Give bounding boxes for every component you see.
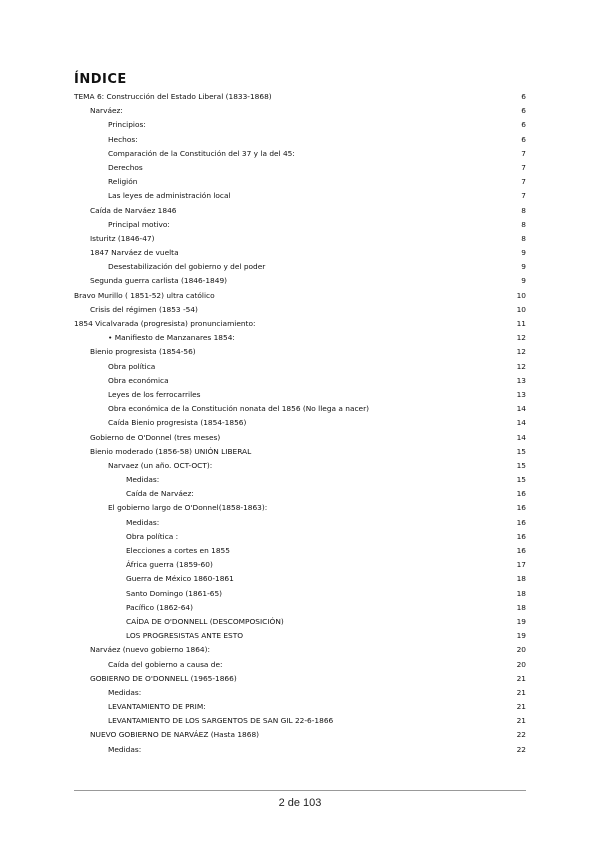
toc-entry-page: 15: [516, 475, 526, 485]
toc-entry[interactable]: [0, 118, 600, 132]
toc-entry-title: Caída del gobierno a causa de:: [108, 659, 223, 669]
footer-divider: [74, 790, 526, 791]
toc-entry-page: 17: [516, 560, 526, 570]
toc-entry[interactable]: [0, 374, 600, 388]
toc-entry-title: Caída Bienio progresista (1854-1856): [108, 418, 247, 428]
toc-entry-title: Desestabilización del gobierno y del poder: [108, 262, 266, 272]
toc-entry-page: 12: [516, 347, 526, 357]
toc-entry-title: Guerra de México 1860-1861: [126, 574, 234, 584]
toc-entry[interactable]: [0, 289, 600, 303]
toc-entry-title: Medidas:: [108, 744, 142, 754]
toc-entry[interactable]: [0, 714, 600, 728]
toc-entry-page: 16: [516, 531, 526, 541]
toc-entry[interactable]: [0, 104, 600, 118]
toc-entry[interactable]: [0, 473, 600, 487]
toc-entry[interactable]: [0, 728, 600, 742]
toc-entry-page: 14: [516, 432, 526, 442]
toc-entry[interactable]: [0, 459, 600, 473]
toc-entry[interactable]: [0, 601, 600, 615]
toc-entry[interactable]: [0, 572, 600, 586]
toc-entry[interactable]: [0, 218, 600, 232]
toc-entry[interactable]: [0, 133, 600, 147]
toc-entry-title: LEVANTAMIENTO DE PRIM:: [108, 702, 206, 712]
toc-entry-title: Crisis del régimen (1853 -54): [90, 304, 198, 314]
toc-entry-title: Isturitz (1846-47): [90, 233, 155, 243]
toc-entry-title: • Manifiesto de Manzanares 1854:: [108, 333, 235, 343]
toc-entry-title: Obra económica de la Constitución nonata del 1856 (No llega a nacer): [108, 404, 370, 414]
toc-entry[interactable]: [0, 402, 600, 416]
toc-entry-page: 9: [521, 262, 526, 272]
toc-entry-page: 7: [521, 162, 526, 172]
toc-entry[interactable]: [0, 558, 600, 572]
toc-entry-page: 20: [516, 659, 526, 669]
toc-entry[interactable]: [0, 303, 600, 317]
toc-entry-title: Las leyes de administración local: [108, 191, 231, 201]
toc-entry[interactable]: [0, 345, 600, 359]
toc-entry[interactable]: [0, 147, 600, 161]
toc-entry[interactable]: [0, 317, 600, 331]
toc-entry[interactable]: [0, 90, 600, 104]
toc-entry-page: 13: [516, 375, 526, 385]
toc-entry[interactable]: [0, 615, 600, 629]
toc-entry-page: 21: [516, 702, 526, 712]
toc-entry-page: 9: [521, 276, 526, 286]
toc-entry-page: 8: [521, 219, 526, 229]
toc-entry[interactable]: [0, 161, 600, 175]
toc-entry-title: Segunda guerra carlista (1846-1849): [90, 276, 228, 286]
toc-entry-title: Caída de Narváez 1846: [90, 205, 177, 215]
toc-entry-title: Obra económica: [108, 375, 169, 385]
toc-entry[interactable]: [0, 516, 600, 530]
toc-entry[interactable]: [0, 445, 600, 459]
toc-entry[interactable]: [0, 672, 600, 686]
toc-entry-page: 22: [516, 730, 526, 740]
toc-entry-title: Religión: [108, 177, 138, 187]
toc-entry[interactable]: [0, 416, 600, 430]
toc-entry-page: 6: [521, 134, 526, 144]
toc-entry-page: 19: [516, 616, 526, 626]
toc-entry-title: Gobierno de O'Donnel (tres meses): [90, 432, 221, 442]
table-of-contents: [0, 90, 600, 757]
toc-entry-page: 16: [516, 546, 526, 555]
toc-entry-title: LEVANTAMIENTO DE LOS SARGENTOS DE SAN GIL 22-6-1866: [108, 716, 334, 726]
toc-entry-page: 9: [521, 248, 526, 258]
toc-entry[interactable]: [0, 360, 600, 374]
toc-entry-page: 6: [521, 120, 526, 130]
toc-entry-title: Principal motivo:: [108, 219, 170, 229]
toc-entry-page: 21: [516, 716, 526, 726]
toc-entry-page: 14: [516, 404, 526, 414]
toc-entry-title: 1847 Narváez de vuelta: [90, 248, 179, 258]
toc-entry[interactable]: [0, 246, 600, 260]
toc-entry-title: Narváez:: [90, 106, 123, 116]
toc-entry[interactable]: [0, 587, 600, 601]
toc-entry-title: Comparación de la Constitución del 37 y la del 45:: [108, 148, 295, 158]
toc-entry[interactable]: [0, 501, 600, 515]
toc-entry-title: Medidas:: [126, 475, 160, 485]
toc-entry-page: 19: [516, 631, 526, 641]
toc-entry-title: Derechos: [108, 162, 143, 172]
toc-entry-title: TEMA 6: Construcción del Estado Liberal (1833-1868): [74, 92, 272, 101]
index-title: ÍNDICE: [74, 72, 127, 87]
toc-entry-title: Bravo Murillo ( 1851-52) ultra católico: [74, 290, 215, 300]
toc-entry-page: 16: [516, 489, 526, 499]
toc-entry-title: Obra política :: [126, 531, 179, 541]
toc-entry-page: 6: [521, 106, 526, 116]
toc-entry[interactable]: [0, 331, 600, 345]
toc-entry-page: 14: [516, 418, 526, 428]
toc-entry-title: Pacífico (1862-64): [126, 602, 194, 612]
toc-entry[interactable]: [0, 487, 600, 501]
toc-entry-page: 20: [516, 645, 526, 655]
toc-entry-page: 18: [516, 574, 526, 584]
toc-entry-title: Bienio moderado (1856-58) UNIÓN LIBERAL: [90, 446, 252, 456]
toc-entry-page: 16: [516, 517, 526, 527]
page-number: 2 de 103: [278, 797, 322, 809]
toc-entry-page: 15: [516, 460, 526, 470]
toc-entry-page: 13: [516, 389, 526, 399]
toc-entry-title: El gobierno largo de O'Donnel(1858-1863):: [108, 503, 268, 513]
toc-entry-title: África guerra (1859-60): [126, 560, 213, 570]
toc-entry-title: Caída de Narváez:: [126, 489, 194, 499]
toc-entry-page: 10: [516, 304, 526, 314]
toc-entry-page: 11: [516, 319, 526, 328]
toc-entry[interactable]: [0, 388, 600, 402]
toc-entry[interactable]: [0, 274, 600, 288]
toc-entry-title: CAÍDA DE O'DONNELL (DESCOMPOSICIÓN): [126, 616, 284, 626]
toc-entry[interactable]: [0, 686, 600, 700]
toc-entry-page: 7: [521, 177, 526, 187]
toc-entry-page: 21: [516, 673, 526, 683]
toc-entry-title: Hechos:: [108, 134, 138, 144]
toc-entry[interactable]: [0, 530, 600, 544]
toc-entry[interactable]: [0, 743, 600, 757]
toc-entry-page: 12: [516, 361, 526, 371]
toc-entry-title: Principios:: [108, 120, 146, 130]
toc-entry-page: 16: [516, 503, 526, 513]
toc-entry-page: 18: [516, 588, 526, 598]
toc-entry-title: Bienio progresista (1854-56): [90, 347, 196, 357]
toc-entry[interactable]: [0, 629, 600, 643]
toc-entry-title: NUEVO GOBIERNO DE NARVÁEZ (Hasta 1868): [90, 730, 260, 740]
toc-entry-title: Santo Domingo (1861-65): [126, 588, 223, 598]
toc-entry[interactable]: [0, 189, 600, 203]
toc-entry-page: 15: [516, 446, 526, 456]
toc-entry[interactable]: [0, 544, 600, 558]
toc-entry-title: Medidas:: [108, 687, 142, 697]
toc-entry-page: 8: [521, 233, 526, 243]
toc-entry[interactable]: [0, 260, 600, 274]
toc-entry-title: Narváez (nuevo gobierno 1864):: [90, 645, 210, 655]
toc-entry-title: GOBIERNO DE O'DONNELL (1965-1866): [90, 673, 237, 683]
toc-entry[interactable]: [0, 700, 600, 714]
toc-entry-page: 21: [516, 687, 526, 697]
toc-entry-page: 12: [516, 333, 526, 343]
toc-entry-title: Medidas:: [126, 517, 160, 527]
toc-entry[interactable]: [0, 643, 600, 657]
toc-entry-title: Narvaez (un año. OCT-OCT):: [108, 460, 213, 470]
toc-entry[interactable]: [0, 658, 600, 672]
toc-entry-page: 18: [516, 602, 526, 612]
toc-entry-page: 7: [521, 191, 526, 201]
toc-entry-page: 22: [516, 744, 526, 754]
toc-entry-title: 1854 Vicalvarada (progresista) pronunciamiento:: [74, 319, 256, 328]
toc-entry-page: 6: [521, 92, 526, 101]
toc-entry[interactable]: [0, 232, 600, 246]
toc-entry-page: 10: [516, 290, 526, 300]
toc-entry-page: 7: [521, 148, 526, 158]
toc-entry-page: 8: [521, 205, 526, 215]
toc-entry[interactable]: [0, 175, 600, 189]
toc-entry[interactable]: [0, 204, 600, 218]
toc-entry-title: Leyes de los ferrocarriles: [108, 389, 201, 399]
toc-entry-title: Obra política: [108, 361, 156, 371]
toc-entry-title: LOS PROGRESISTAS ANTE ESTO: [126, 631, 244, 641]
toc-entry[interactable]: [0, 431, 600, 445]
toc-entry-title: Elecciones a cortes en 1855: [126, 546, 230, 555]
